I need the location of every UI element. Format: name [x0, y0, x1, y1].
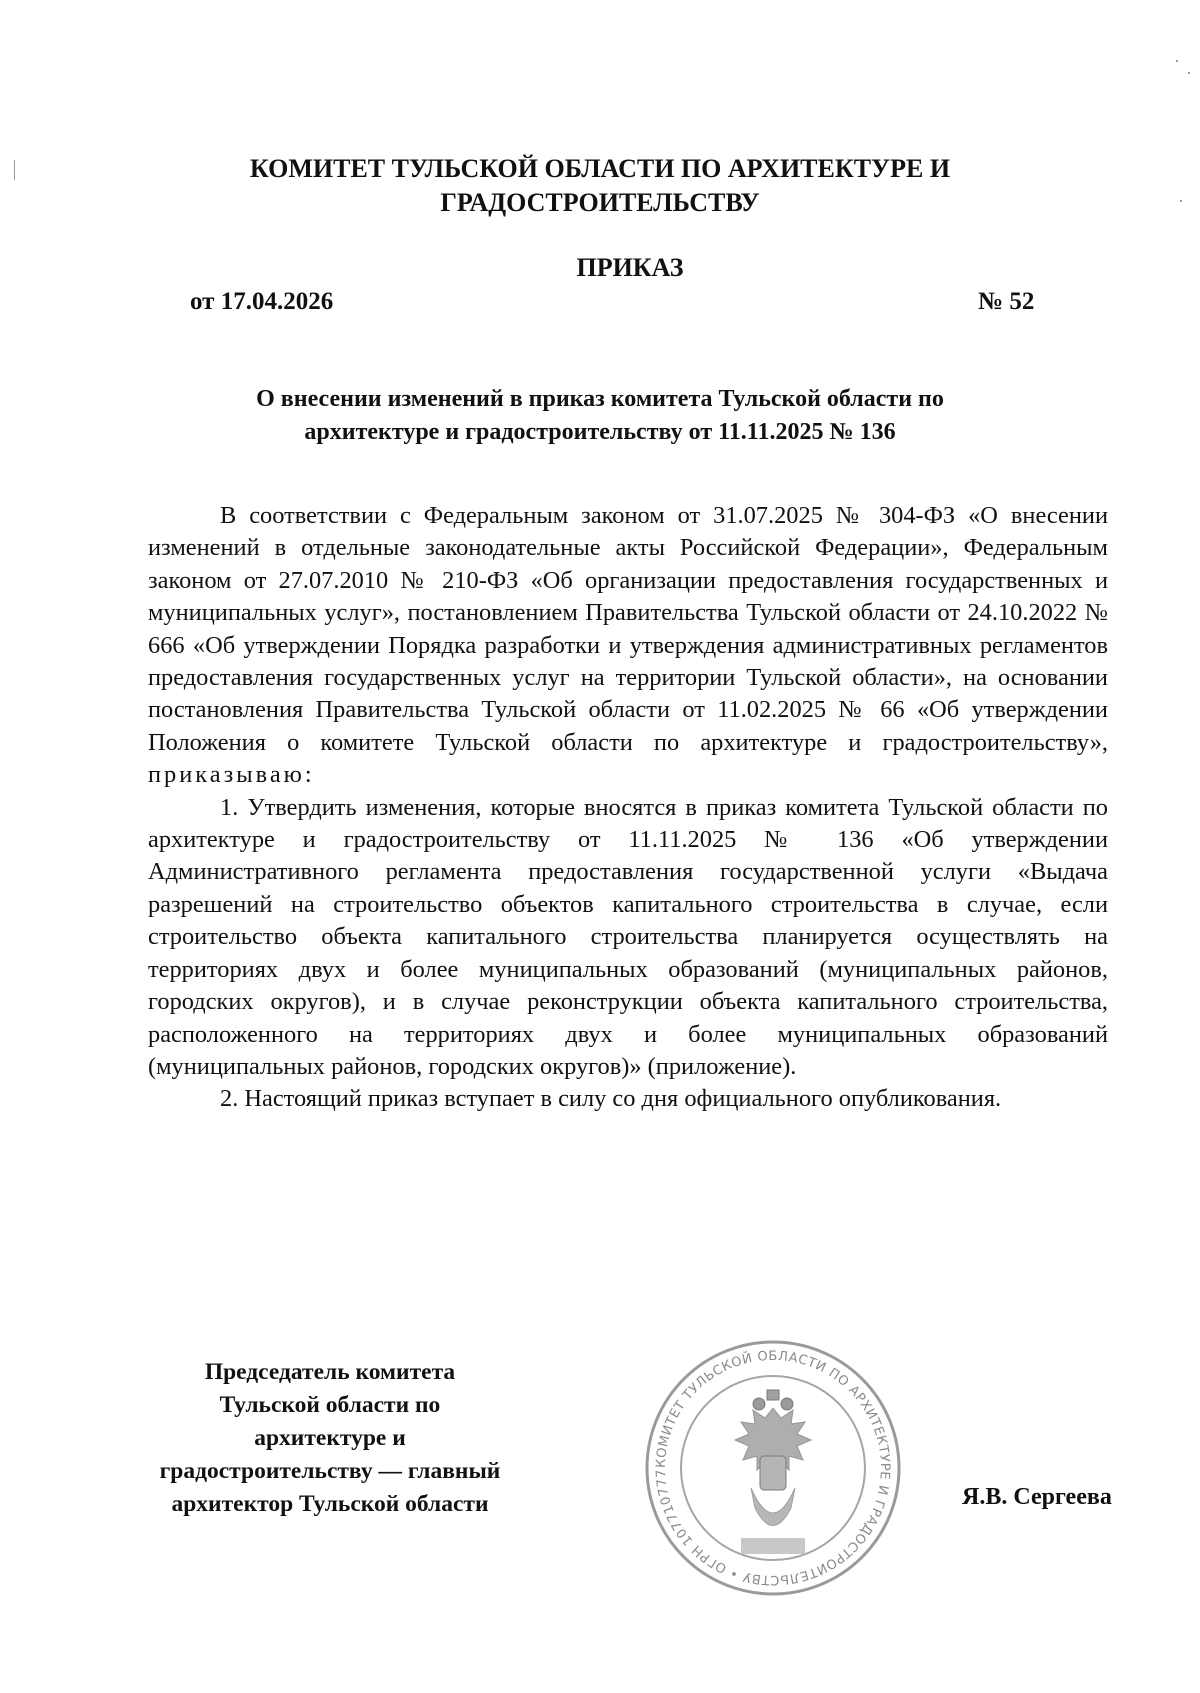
signatory-title-line-5: архитектор Тульской области — [171, 1491, 489, 1517]
document-date: от 17.04.2026 — [190, 288, 334, 315]
seal-blot — [741, 1538, 805, 1554]
document-type: ПРИКАЗ — [576, 253, 684, 282]
org-line-1: КОМИТЕТ ТУЛЬСКОЙ ОБЛАСТИ ПО АРХИТЕКТУРЕ И — [249, 154, 951, 183]
scan-speck-1 — [1176, 60, 1178, 62]
document-subject — [160, 383, 1040, 449]
signatory-title — [120, 1356, 540, 1521]
document-number: № 52 — [978, 288, 1035, 315]
order-word: приказываю: — [148, 761, 315, 789]
scan-speck-2 — [1188, 72, 1190, 74]
seal-graphic — [643, 1338, 903, 1598]
signatory-title-line-2: Тульской области по — [219, 1392, 441, 1418]
subject-line-2: архитектуре и градостроительству от 11.11.2025 № 136 — [304, 419, 896, 445]
signatory-title-line-3: архитектуре и — [254, 1425, 406, 1451]
preamble-paragraph — [148, 500, 1108, 792]
item-1-paragraph: 1. Утвердить изменения, которые вносятся в приказ комитета Тульской области по архитектуре и градостроительству от 11.11.2025 № 136 «Об утверждении Административного регламента предоставления государственной услуги «Выдача разрешений на строительство объектов капитального строительства в случае, если строительство объекта капитального строительства планируется осуществлять на территориях двух и более муниципальных образований (муниципальных районов, городских округов), и в случае реконструкции объекта капитального строительства, расположенного на территориях двух и более муниципальных образований (муниципальных районов, городских округов)» (приложение). — [148, 793, 1108, 1080]
signatory-title-line-1: Председатель комитета — [204, 1359, 456, 1385]
official-seal — [643, 1338, 903, 1598]
organization-name — [200, 152, 1000, 220]
document-body — [148, 500, 1108, 1116]
org-line-2: ГРАДОСТРОИТЕЛЬСТВУ — [440, 188, 760, 217]
item-2-paragraph: 2. Настоящий приказ вступает в силу со дня официального опубликования. — [220, 1085, 1002, 1113]
signatory-name: Я.В. Сергеева — [962, 1484, 1112, 1510]
subject-line-1: О внесении изменений в приказ комитета Тульской области по — [256, 386, 944, 412]
signatory-title-line-4: градостроительству — главный — [159, 1458, 501, 1484]
coat-of-arms-icon — [735, 1390, 811, 1526]
scan-speck-3 — [1180, 200, 1182, 202]
seal-text-path: КОМИТЕТ ТУЛЬСКОЙ ОБЛАСТИ ПО АРХИТЕКТУРЕ И ГРАДОСТРОИТЕЛЬСТВУ • ОГРН 107710777 — [653, 1348, 893, 1588]
scan-mark-left — [14, 160, 15, 180]
preamble-text: В соответствии с Федеральным законом от 31.07.2025 № 304-ФЗ «О внесении изменений в отдельные законодательные акты Российской Федерации», Федеральным законом от 27.07.2010 № 210-ФЗ «Об организации предоставления государственных и муниципальных услуг», постановлением Правительства Тульской области от 24.10.2022 № 666 «Об утверждении Порядка разработки и утверждения административных регламентов предоставления государственных услуг на территории Тульской области», на основании постановления Правительства Тульской области от 11.02.2025 № 66 «Об утверждении Положения о комитете Тульской области по архитектуре и градостроительству», — [148, 502, 1108, 756]
